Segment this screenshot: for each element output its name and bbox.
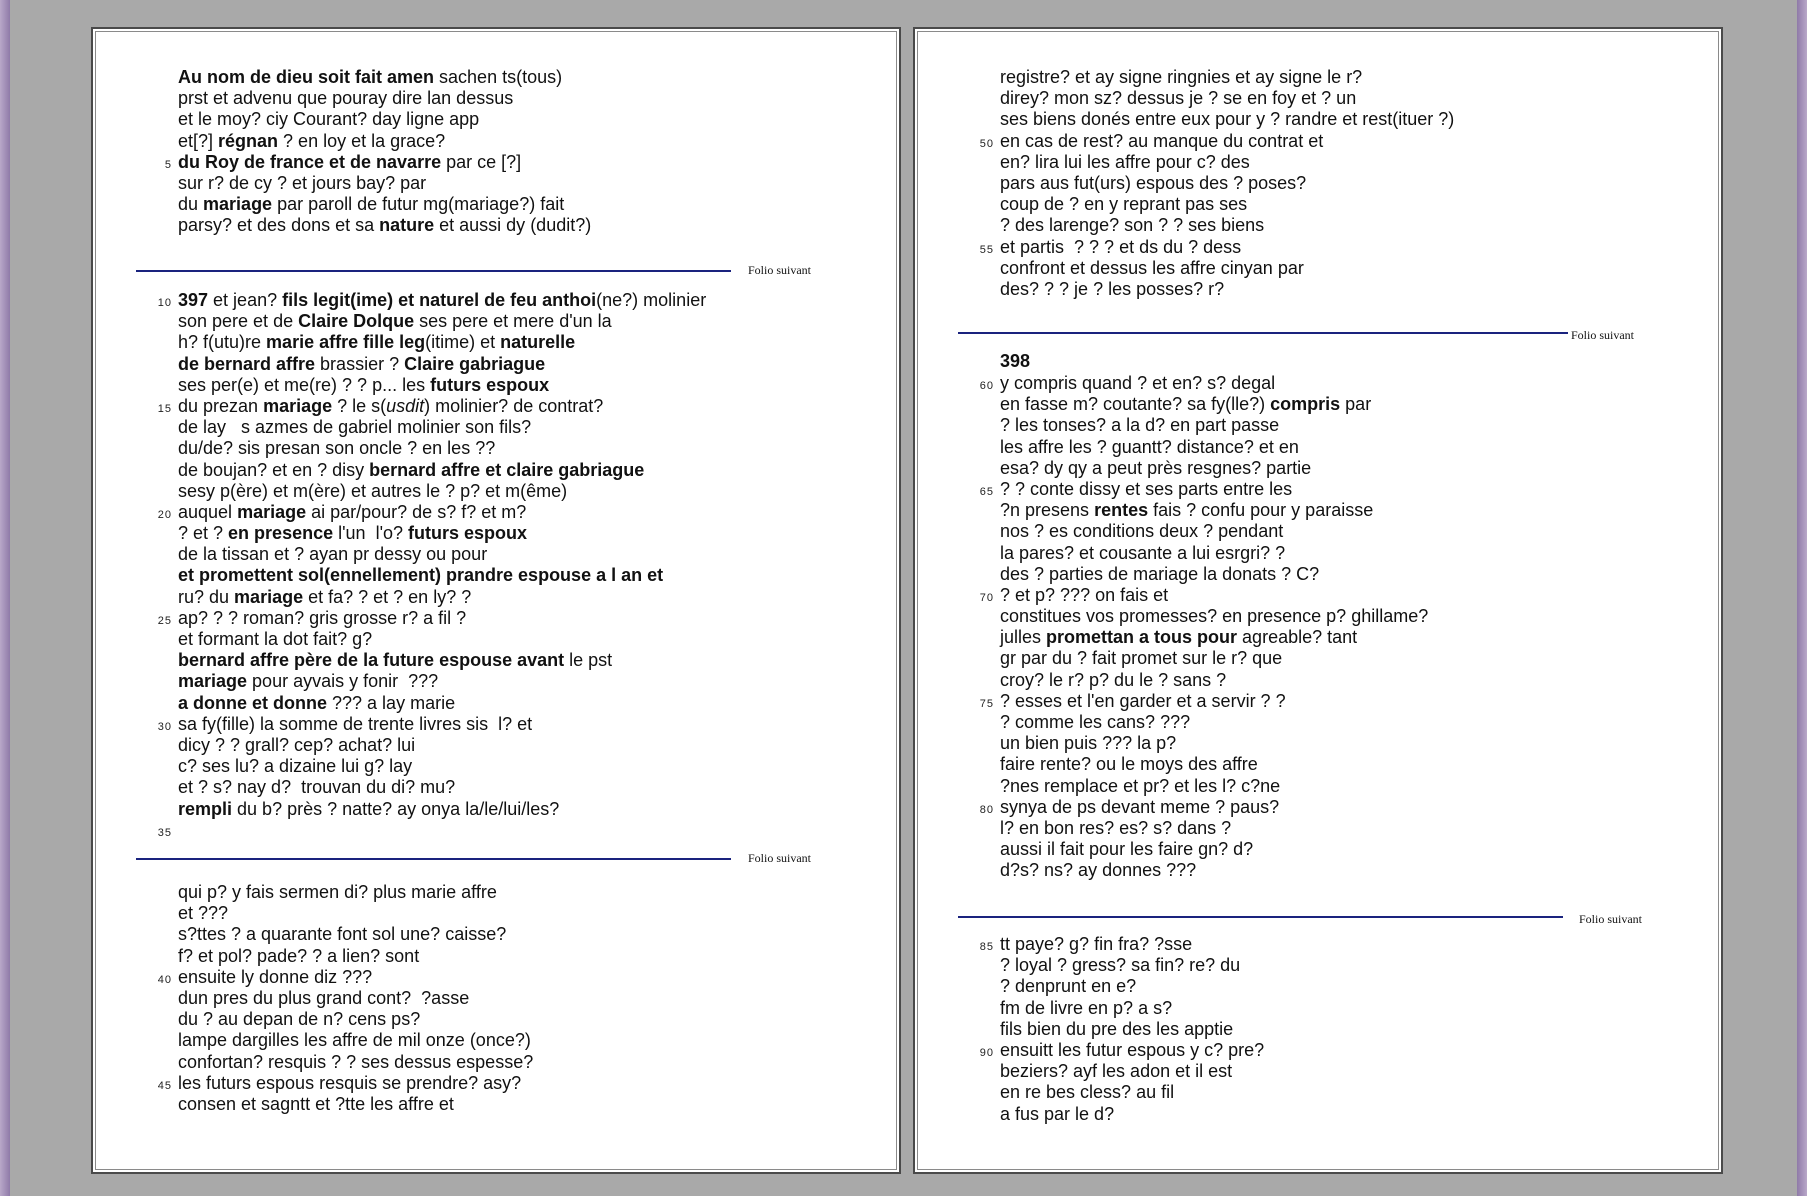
line-text: croy? le r? p? du le ? sans ? bbox=[1000, 669, 1227, 690]
text-line bbox=[1000, 712, 1428, 733]
line-text: ru? du mariage et fa? ? et ? en ly? ? bbox=[178, 586, 472, 607]
text-line bbox=[178, 417, 706, 438]
line-text: les affre les ? guantt? distance? et en bbox=[1000, 436, 1299, 457]
line-text: et ??? bbox=[178, 903, 229, 924]
text-line bbox=[1000, 521, 1428, 542]
line-text: ? esses et l'en garder et a servir ? ? bbox=[1000, 690, 1286, 711]
line-text: en cas de rest? au manque du contrat et bbox=[1000, 130, 1324, 151]
text-block-1 bbox=[979, 67, 1455, 300]
section-divider bbox=[958, 916, 1563, 918]
text-line bbox=[1000, 648, 1428, 669]
line-text: les futurs espous resquis se prendre? asy? bbox=[178, 1072, 522, 1093]
line-text: gr par du ? fait promet sur le r? que bbox=[1000, 648, 1283, 669]
line-text: de boujan? et en ? disy bernard affre et claire gabriague bbox=[178, 459, 645, 480]
text-line bbox=[178, 671, 706, 692]
line-text: mariage pour ayvais y fonir ??? bbox=[178, 671, 439, 692]
text-line bbox=[178, 109, 591, 130]
text-line bbox=[178, 481, 706, 502]
text-line bbox=[178, 523, 706, 544]
line-number: 75 bbox=[979, 697, 994, 710]
text-line bbox=[1000, 500, 1428, 521]
text-line bbox=[178, 799, 706, 820]
line-text: prst et advenu que pouray dire lan dessus bbox=[178, 88, 514, 109]
line-text: l? en bon res? es? s? dans ? bbox=[1000, 817, 1232, 838]
text-line bbox=[1000, 733, 1428, 754]
line-text: ? ? conte dissy et ses parts entre les bbox=[1000, 478, 1293, 499]
line-text: ? loyal ? gress? sa fin? re? du bbox=[1000, 955, 1241, 976]
line-number: 15 bbox=[157, 402, 172, 415]
text-line bbox=[979, 236, 1454, 258]
line-text: coup de ? en y reprant pas ses bbox=[1000, 194, 1248, 215]
line-number: 80 bbox=[979, 803, 994, 816]
text-line bbox=[178, 629, 706, 650]
line-text: ? et ? en presence l'un l'o? futurs espoux bbox=[178, 523, 528, 544]
text-line bbox=[1000, 1082, 1264, 1103]
line-text: de bernard affre brassier ? Claire gabriague bbox=[178, 353, 546, 374]
line-number: 70 bbox=[979, 591, 994, 604]
text-line bbox=[178, 587, 706, 608]
line-text: du mariage par paroll de futur mg(mariage?) fait bbox=[178, 194, 565, 215]
line-text: ?nes remplace et pr? et les l? c?ne bbox=[1000, 775, 1281, 796]
line-text: qui p? y fais sermen di? plus marie affre bbox=[178, 882, 497, 902]
line-number: 90 bbox=[979, 1046, 994, 1059]
line-number: 20 bbox=[157, 508, 172, 521]
text-line bbox=[178, 88, 591, 109]
text-line bbox=[1000, 215, 1454, 236]
section-divider bbox=[136, 270, 731, 272]
line-text: h? f(utu)re marie affre fille leg(itime) et naturelle bbox=[178, 332, 576, 353]
line-text: beziers? ayf les adon et il est bbox=[1000, 1061, 1233, 1082]
line-text: aussi il fait pour les faire gn? d? bbox=[1000, 839, 1254, 860]
text-line bbox=[1000, 998, 1264, 1019]
line-text: confortan? resquis ? ? ses dessus espesse? bbox=[178, 1051, 534, 1072]
line-text: ? comme les cans? ??? bbox=[1000, 712, 1191, 732]
line-text: sa fy(fille) la somme de trente livres sis l? et bbox=[178, 713, 533, 734]
line-number: 65 bbox=[979, 485, 994, 498]
text-line bbox=[979, 478, 1428, 500]
text-line bbox=[1000, 1104, 1264, 1125]
text-line bbox=[178, 375, 706, 396]
line-text: ? et p? ??? on fais et bbox=[1000, 584, 1169, 605]
line-text: ? les tonses? a la d? en part passe bbox=[1000, 415, 1280, 436]
line-number: 55 bbox=[979, 243, 994, 256]
text-line bbox=[1000, 194, 1454, 215]
line-text: un bien puis ??? la p? bbox=[1000, 733, 1177, 754]
text-line bbox=[178, 1052, 533, 1073]
text-line bbox=[178, 735, 706, 756]
line-text: lampe dargilles les affre de mil onze (once?) bbox=[178, 1030, 531, 1051]
act-number-heading: 398 bbox=[1000, 351, 1031, 371]
text-line bbox=[178, 311, 706, 332]
line-text: esa? dy qy a peut près resgnes? partie bbox=[1000, 457, 1312, 478]
text-line bbox=[178, 565, 706, 586]
line-text: dicy ? ? grall? cep? achat? lui bbox=[178, 734, 416, 755]
text-line bbox=[178, 67, 591, 88]
text-line bbox=[178, 882, 533, 903]
line-text: et formant la dot fait? g? bbox=[178, 629, 373, 649]
text-block-2 bbox=[979, 373, 1429, 882]
line-text: bernard affre père de la future espouse avant le pst bbox=[178, 650, 613, 671]
line-text: a donne et donne ??? a lay marie bbox=[178, 692, 456, 713]
document-page-left bbox=[91, 27, 901, 1174]
folio-suivant-label: Folio suivant bbox=[748, 851, 812, 865]
line-text: ses biens donés entre eux pour y ? randre et rest(ituer ?) bbox=[1000, 109, 1455, 130]
line-text: pars aus fut(urs) espous des ? poses? bbox=[1000, 172, 1307, 193]
text-line bbox=[1000, 564, 1428, 585]
line-text: constitues vos promesses? en presence p? ghillame? bbox=[1000, 606, 1429, 627]
line-text: direy? mon sz? dessus je ? se en foy et ? un bbox=[1000, 88, 1357, 109]
line-text: fm de livre en p? a s? bbox=[1000, 997, 1173, 1018]
line-number: 10 bbox=[157, 297, 172, 309]
document-page-right bbox=[913, 27, 1723, 1174]
line-number: 85 bbox=[979, 941, 994, 953]
line-text: ap? ? ? roman? gris grosse r? a fil ? bbox=[178, 607, 467, 628]
text-line bbox=[1000, 109, 1454, 130]
line-text: et ? s? nay d? trouvan du di? mu? bbox=[178, 777, 456, 798]
line-text: tt paye? g? fin fra? ?sse bbox=[1000, 934, 1193, 954]
line-text: parsy? et des dons et sa nature et aussi dy (dudit?) bbox=[178, 215, 592, 236]
text-line bbox=[1000, 415, 1428, 436]
window-edge-right bbox=[1797, 0, 1807, 1196]
text-line bbox=[164, 151, 591, 173]
line-number: 30 bbox=[157, 720, 172, 733]
line-text: des? ? ? je ? les posses? r? bbox=[1000, 278, 1225, 299]
line-text: registre? et ay signe ringnies et ay signe le r? bbox=[1000, 67, 1363, 87]
line-text: ensuite ly donne diz ??? bbox=[178, 966, 373, 987]
window-edge-left bbox=[0, 0, 10, 1196]
line-text: confront et dessus les affre cinyan par bbox=[1000, 257, 1304, 278]
text-line bbox=[157, 820, 706, 841]
line-text: f? et pol? pade? ? a lien? sont bbox=[178, 945, 420, 966]
text-line bbox=[1000, 955, 1264, 976]
line-text: faire rente? ou le moys des affre bbox=[1000, 754, 1258, 775]
line-text: fils bien du pre des les apptie bbox=[1000, 1018, 1234, 1039]
line-text: ? denprunt en e? bbox=[1000, 976, 1137, 997]
text-line bbox=[1000, 776, 1428, 797]
text-line bbox=[1000, 67, 1454, 88]
text-line bbox=[1000, 860, 1428, 881]
text-line bbox=[178, 756, 706, 777]
line-text: du Roy de france et de navarre par ce [?] bbox=[178, 151, 522, 172]
line-number: 35 bbox=[157, 826, 172, 839]
text-block-3 bbox=[979, 934, 1265, 1125]
text-line bbox=[178, 693, 706, 714]
line-text: du/de? sis presan son oncle ? en les ?? bbox=[178, 438, 496, 459]
text-line bbox=[1000, 543, 1428, 564]
text-line bbox=[1000, 88, 1454, 109]
line-text: synya de ps devant meme ? paus? bbox=[1000, 796, 1280, 817]
text-line bbox=[178, 1094, 533, 1115]
text-line bbox=[157, 395, 706, 417]
text-line bbox=[178, 988, 533, 1009]
line-text: consen et sagntt et ?tte les affre et bbox=[178, 1093, 454, 1114]
text-line bbox=[178, 777, 706, 798]
line-text: ses per(e) et me(re) ? ? p... les futurs espoux bbox=[178, 374, 550, 395]
line-text: et le moy? ciy Courant? day ligne app bbox=[178, 109, 480, 130]
line-text: ensuitt les futur espous y c? pre? bbox=[1000, 1039, 1265, 1060]
text-line bbox=[1000, 754, 1428, 775]
text-line bbox=[1000, 437, 1428, 458]
line-number: 50 bbox=[979, 137, 994, 150]
text-line bbox=[1000, 394, 1428, 415]
line-text: des ? parties de mariage la donats ? C? bbox=[1000, 563, 1320, 584]
line-number: 45 bbox=[157, 1079, 172, 1092]
text-line bbox=[157, 607, 706, 629]
line-text: et[?] régnan ? en loy et la grace? bbox=[178, 130, 446, 151]
text-line bbox=[1000, 152, 1454, 173]
line-text: son pere et de Claire Dolque ses pere et mere d'un la bbox=[178, 311, 612, 332]
line-text: Au nom de dieu soit fait amen sachen ts(tous) bbox=[178, 67, 563, 87]
line-text: du prezan mariage ? le s(usdit) molinier? de contrat? bbox=[178, 395, 604, 416]
text-line bbox=[979, 934, 1264, 955]
text-line bbox=[178, 1030, 533, 1051]
text-line bbox=[178, 460, 706, 481]
text-line bbox=[178, 438, 706, 459]
line-number: 60 bbox=[979, 380, 994, 392]
line-text: et promettent sol(ennellement) prandre espouse a l an et bbox=[178, 565, 664, 586]
text-line bbox=[979, 796, 1428, 818]
line-text: en re bes cless? au fil bbox=[1000, 1082, 1175, 1103]
text-line bbox=[178, 650, 706, 671]
line-text: rempli du b? près ? natte? ay onya la/le/lui/les? bbox=[178, 798, 560, 819]
line-text: julles promettan a tous pour agreable? tant bbox=[1000, 627, 1358, 648]
line-text: nos ? es conditions deux ? pendant bbox=[1000, 521, 1284, 542]
line-text: 397 et jean? fils legit(ime) et naturel de feu anthoi(ne?) molinier bbox=[178, 290, 707, 310]
line-text: ? des larenge? son ? ? ses biens bbox=[1000, 215, 1265, 236]
line-text: et partis ? ? ? et ds du ? dess bbox=[1000, 236, 1242, 257]
text-line bbox=[178, 354, 706, 375]
text-line bbox=[157, 713, 706, 735]
line-text: ?n presens rentes fais ? confu pour y paraisse bbox=[1000, 500, 1374, 521]
line-text: s?ttes ? a quarante font sol une? caisse? bbox=[178, 924, 507, 945]
text-line bbox=[157, 501, 706, 523]
line-text: sur r? de cy ? et jours bay? par bbox=[178, 172, 427, 193]
text-line bbox=[1000, 458, 1428, 479]
line-number: 25 bbox=[157, 614, 172, 627]
text-line bbox=[1000, 606, 1428, 627]
text-block-3 bbox=[157, 882, 534, 1115]
text-line bbox=[178, 194, 591, 215]
text-line bbox=[178, 946, 533, 967]
text-line bbox=[1000, 670, 1428, 691]
text-line bbox=[178, 215, 591, 236]
text-line bbox=[1000, 839, 1428, 860]
text-line bbox=[1000, 258, 1454, 279]
text-line bbox=[178, 903, 533, 924]
line-text: c? ses lu? a dizaine lui g? lay bbox=[178, 756, 413, 777]
text-line bbox=[178, 544, 706, 565]
text-block-1 bbox=[164, 67, 592, 237]
line-text: a fus par le d? bbox=[1000, 1103, 1115, 1124]
text-line bbox=[979, 373, 1428, 394]
line-text: du ? au depan de n? cens ps? bbox=[178, 1009, 421, 1030]
section-divider bbox=[958, 332, 1568, 334]
section-divider bbox=[136, 858, 731, 860]
text-line bbox=[1000, 279, 1454, 300]
text-line bbox=[1000, 976, 1264, 997]
line-text: en fasse m? coutante? sa fy(lle?) compris par bbox=[1000, 394, 1372, 415]
text-line bbox=[157, 1072, 533, 1094]
line-text: y compris quand ? et en? s? degal bbox=[1000, 373, 1276, 393]
line-text: de la tissan et ? ayan pr dessy ou pour bbox=[178, 544, 488, 565]
text-line bbox=[979, 130, 1454, 152]
text-line bbox=[979, 1039, 1265, 1061]
text-line bbox=[979, 690, 1428, 712]
text-line bbox=[178, 332, 706, 353]
line-text: d?s? ns? ay donnes ??? bbox=[1000, 860, 1197, 881]
line-text: de lay s azmes de gabriel molinier son fils? bbox=[178, 417, 532, 438]
line-text: en? lira lui les affre pour c? des bbox=[1000, 151, 1250, 172]
text-line bbox=[178, 173, 591, 194]
line-text: dun pres du plus grand cont? ?asse bbox=[178, 987, 470, 1008]
text-block-2 bbox=[157, 290, 707, 841]
text-line bbox=[1000, 173, 1454, 194]
text-line bbox=[157, 966, 533, 988]
text-line bbox=[157, 290, 707, 311]
line-number: 40 bbox=[157, 973, 172, 986]
line-text: sesy p(ère) et m(ère) et autres le ? p? et m(ême) bbox=[178, 480, 568, 501]
text-line bbox=[178, 1009, 533, 1030]
folio-suivant-label: Folio suivant bbox=[1579, 912, 1643, 926]
line-number: 5 bbox=[164, 158, 172, 171]
text-line bbox=[1000, 1061, 1264, 1082]
text-line bbox=[1000, 627, 1428, 648]
text-line bbox=[979, 584, 1428, 606]
line-text: la pares? et cousante a lui esrgri? ? bbox=[1000, 542, 1286, 563]
folio-suivant-label: Folio suivant bbox=[748, 263, 812, 277]
text-line bbox=[1000, 818, 1428, 839]
text-line bbox=[178, 131, 591, 152]
text-line bbox=[178, 924, 533, 945]
text-line bbox=[1000, 1019, 1264, 1040]
folio-suivant-label: Folio suivant bbox=[1571, 328, 1635, 342]
line-text: auquel mariage ai par/pour? de s? f? et m? bbox=[178, 501, 527, 522]
